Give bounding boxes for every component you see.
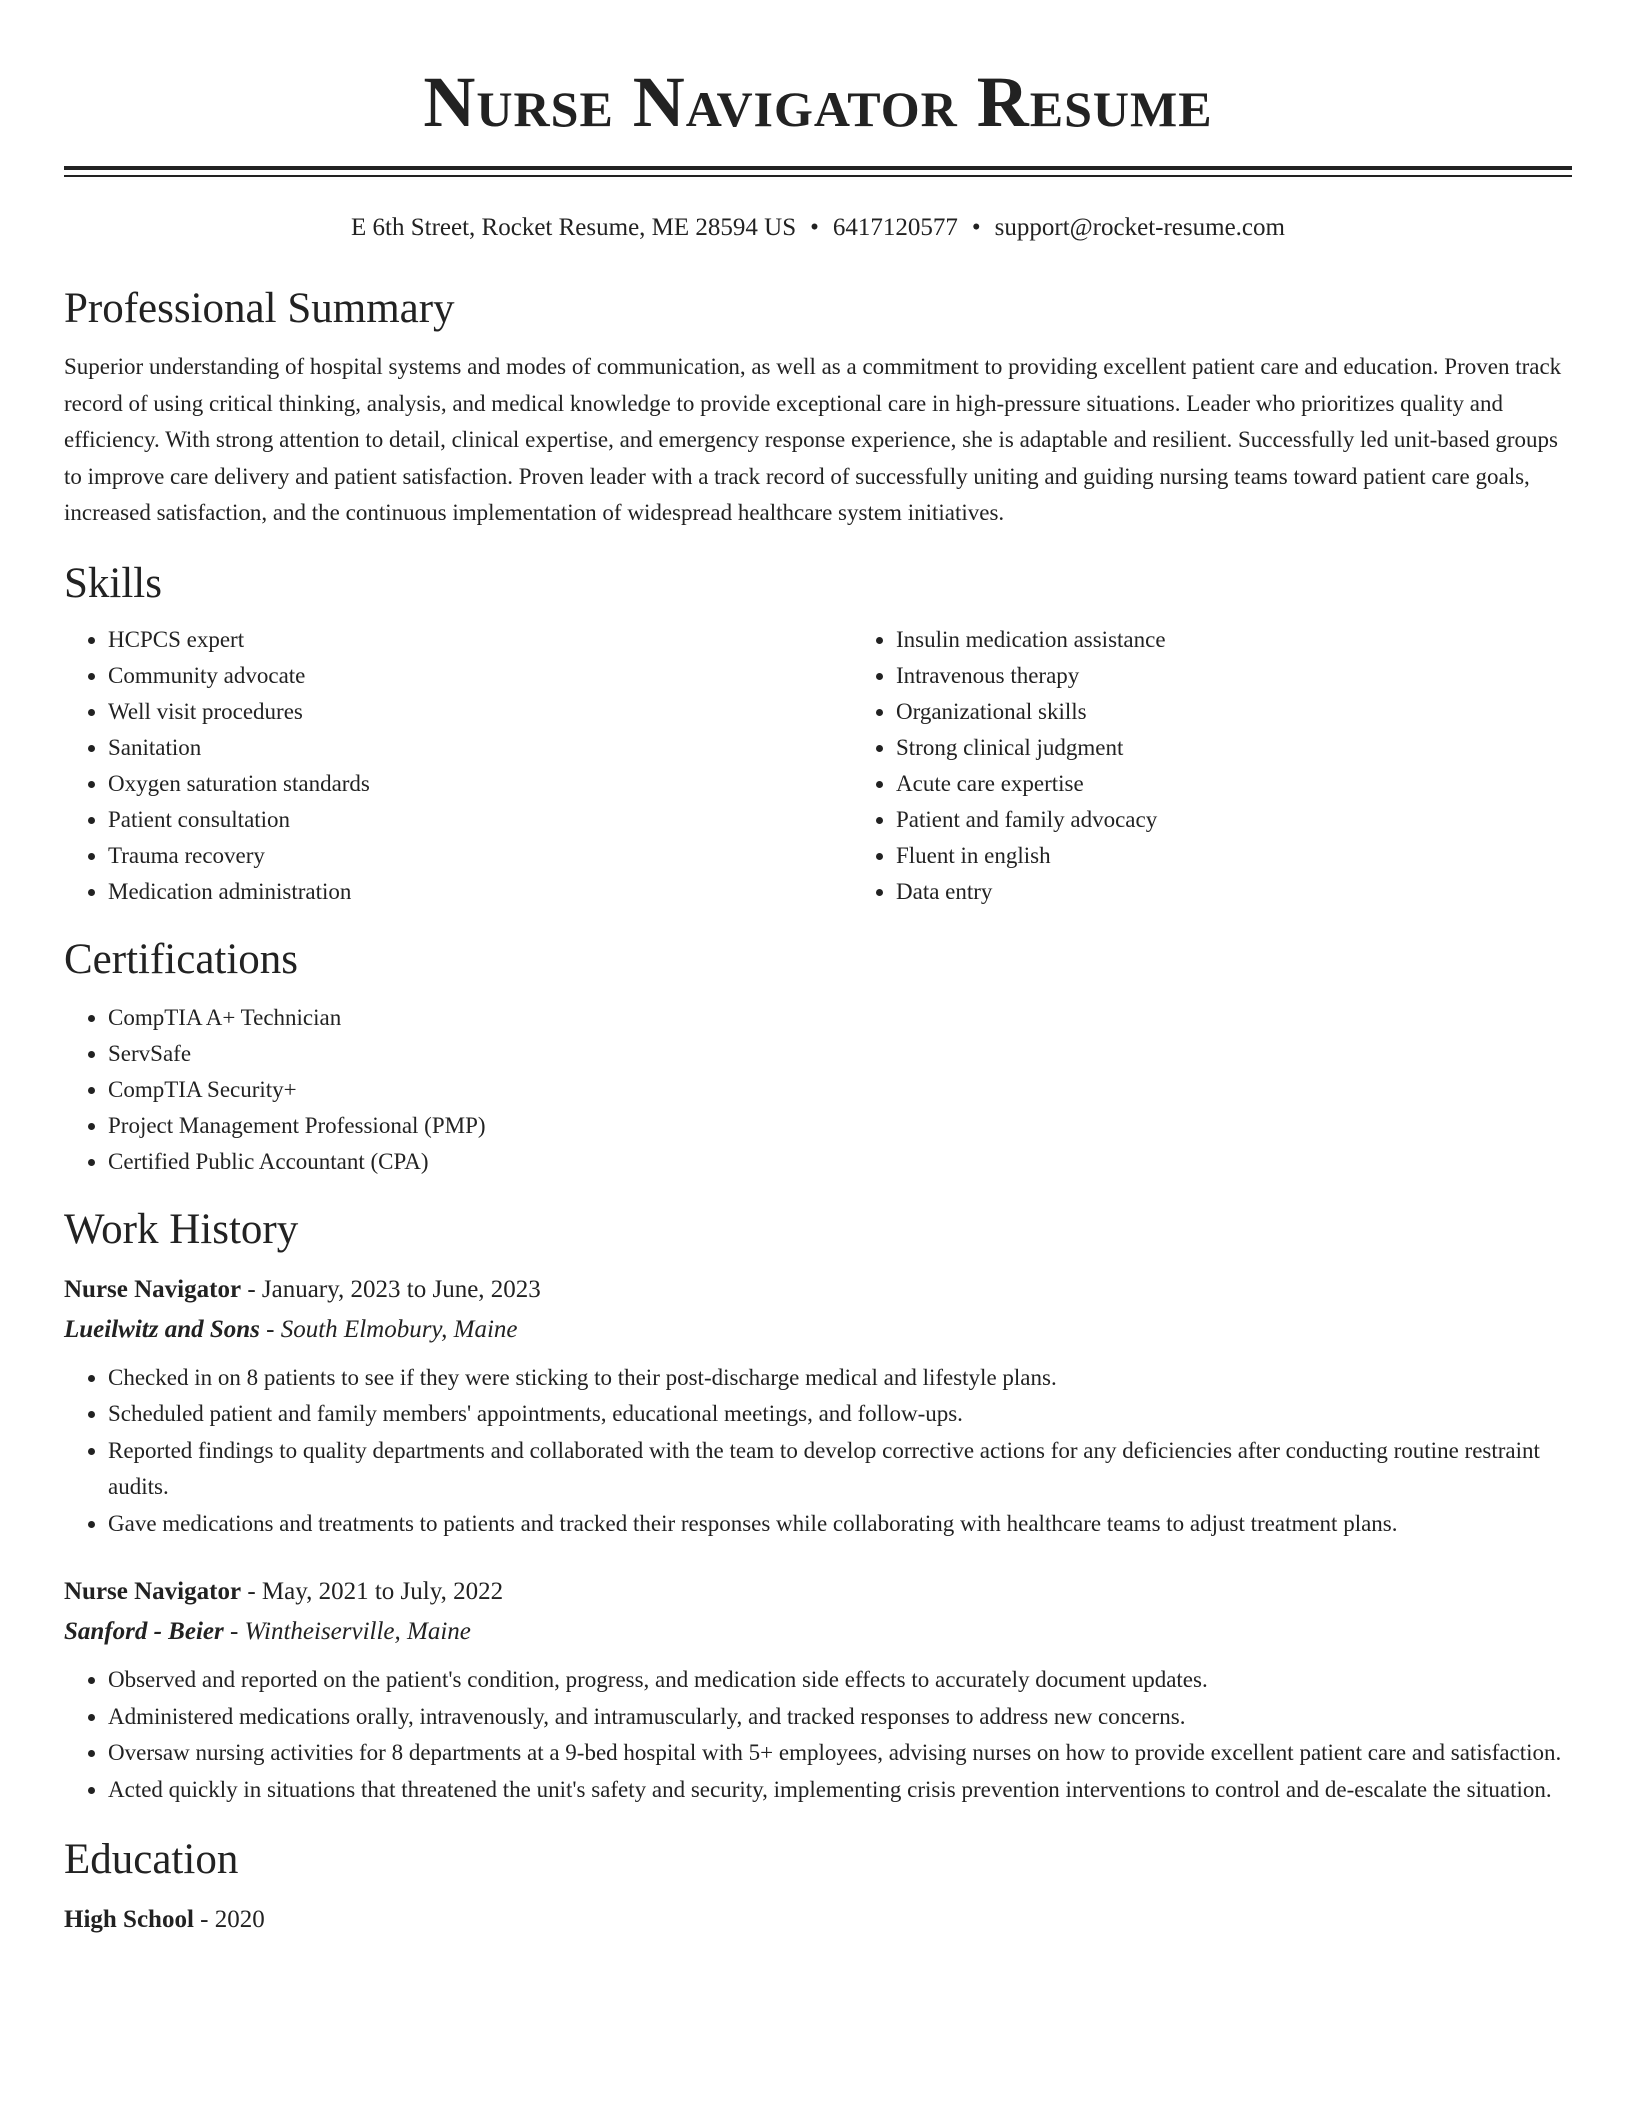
skill-item: • Strong clinical judgment <box>896 730 1632 766</box>
contact-address: E 6th Street, Rocket Resume, ME 28594 US <box>351 214 797 241</box>
certifications-list <box>64 1000 1572 1180</box>
contact-separator: • <box>971 214 981 241</box>
job-location: South Elmobury, Maine <box>280 1315 518 1343</box>
skill-item: • Patient and family advocacy <box>896 802 1632 838</box>
contact-separator: • <box>810 214 819 241</box>
skills-list-right <box>852 622 1632 910</box>
skill-item: • Organizational skills <box>896 694 1632 730</box>
skills-list-left <box>64 622 852 910</box>
job-company: Sanford - Beier <box>64 1618 224 1646</box>
job-bullets <box>64 1662 1572 1808</box>
job-entry <box>64 1572 1572 1808</box>
certification-item: • Project Management Professional (PMP) <box>108 1108 1572 1144</box>
skills-columns <box>64 622 1572 910</box>
section-heading-education: Education <box>64 1836 239 1884</box>
contact-email: support@rocket-resume.com <box>994 214 1285 241</box>
title-divider-thin <box>64 175 1572 177</box>
dash-separator: - <box>229 1618 239 1646</box>
job-bullet: • Gave medications and treatments to patients and tracked their responses while collaborating with healthcare teams to adjust treatment plans. <box>108 1506 1572 1543</box>
skill-item: • Fluent in english <box>896 838 1632 874</box>
skill-item: • Data entry <box>896 874 1632 910</box>
skill-item: • Well visit procedures <box>108 694 852 730</box>
job-title-line <box>64 1270 1572 1310</box>
skill-item: • Intravenous therapy <box>896 658 1632 694</box>
skill-item: • Community advocate <box>108 658 852 694</box>
job-bullet: • Administered medications orally, intravenously, and intramuscularly, and tracked responses to address new concerns. <box>108 1699 1572 1736</box>
skill-item: • Sanitation <box>108 730 852 766</box>
job-bullet: • Oversaw nursing activities for 8 departments at a 9-bed hospital with 5+ employees, advising nurses on how to provide excellent patient care and satisfaction. <box>108 1735 1572 1772</box>
section-heading-skills: Skills <box>64 559 162 607</box>
skill-item: • Insulin medication assistance <box>896 622 1632 658</box>
job-bullet: • Reported findings to quality departments and collaborated with the team to develop corrective actions for any deficiencies after conducting routine restraint audits. <box>108 1433 1572 1506</box>
job-company: Lueilwitz and Sons <box>64 1315 260 1343</box>
education-entry <box>64 1900 1572 1940</box>
job-company-line <box>64 1612 1572 1652</box>
dash-separator: - <box>200 1906 209 1934</box>
education-year: 2020 <box>214 1906 265 1934</box>
job-dates: January, 2023 to June, 2023 <box>261 1275 541 1303</box>
resume-title: Nurse Navigator Resume <box>423 62 1213 142</box>
skill-item: • HCPCS expert <box>108 622 852 658</box>
dash-separator: - <box>247 1275 256 1303</box>
section-heading-work-history: Work History <box>64 1205 299 1253</box>
resume-page <box>64 0 1572 1940</box>
skill-item: • Acute care expertise <box>896 766 1632 802</box>
job-bullet: • Scheduled patient and family members' appointments, educational meetings, and follow-ups. <box>108 1396 1572 1433</box>
job-company-line <box>64 1310 1572 1350</box>
contact-phone: 6417120577 <box>832 214 958 241</box>
job-bullet: • Checked in on 8 patients to see if they were sticking to their post-discharge medical and lifestyle plans. <box>108 1360 1572 1397</box>
skill-item: • Patient consultation <box>108 802 852 838</box>
job-location: Wintheiserville, Maine <box>244 1618 471 1646</box>
certification-item: • ServSafe <box>108 1036 1572 1072</box>
certification-item: • CompTIA A+ Technician <box>108 1000 1572 1036</box>
section-heading-summary: Professional Summary <box>64 285 455 332</box>
job-dates: May, 2021 to July, 2022 <box>261 1578 504 1606</box>
contact-line <box>64 211 1572 245</box>
job-title: Nurse Navigator <box>64 1578 242 1606</box>
certification-item: • Certified Public Accountant (CPA) <box>108 1144 1572 1180</box>
skill-item: • Medication administration <box>108 874 852 910</box>
education-school: High School <box>64 1906 194 1934</box>
dash-separator: - <box>266 1315 275 1343</box>
job-title: Nurse Navigator <box>64 1275 242 1303</box>
skill-item: • Trauma recovery <box>108 838 852 874</box>
job-title-line <box>64 1572 1572 1612</box>
job-entry <box>64 1270 1572 1543</box>
section-heading-certifications: Certifications <box>64 935 299 983</box>
job-bullet: • Observed and reported on the patient's condition, progress, and medication side effects to accurately document updates. <box>108 1662 1572 1699</box>
title-divider-thick <box>64 166 1572 170</box>
dash-separator: - <box>247 1578 256 1606</box>
summary-text: Superior understanding of hospital systems and modes of communication, as well as a commitment to providing excellent patient care and education. Proven track record of using critical thinking, analysis, and medical knowledge to provide exceptional care in high-pressure situations. Leader who prioritizes quality and efficiency. With strong attention to detail, clinical expertise, and emergency response experience, she is adaptable and resilient. Successfully led unit-based groups to improve care delivery and patient satisfaction. Proven leader with a track record of successfully uniting and guiding nursing teams toward patient care goals, increased satisfaction, and the continuous implementation of widespread healthcare system initiatives. <box>64 354 1562 526</box>
job-bullets <box>64 1360 1572 1543</box>
job-bullet: • Acted quickly in situations that threatened the unit's safety and security, implementing crisis prevention interventions to control and de-escalate the situation. <box>108 1772 1572 1809</box>
certification-item: • CompTIA Security+ <box>108 1072 1572 1108</box>
skill-item: • Oxygen saturation standards <box>108 766 852 802</box>
